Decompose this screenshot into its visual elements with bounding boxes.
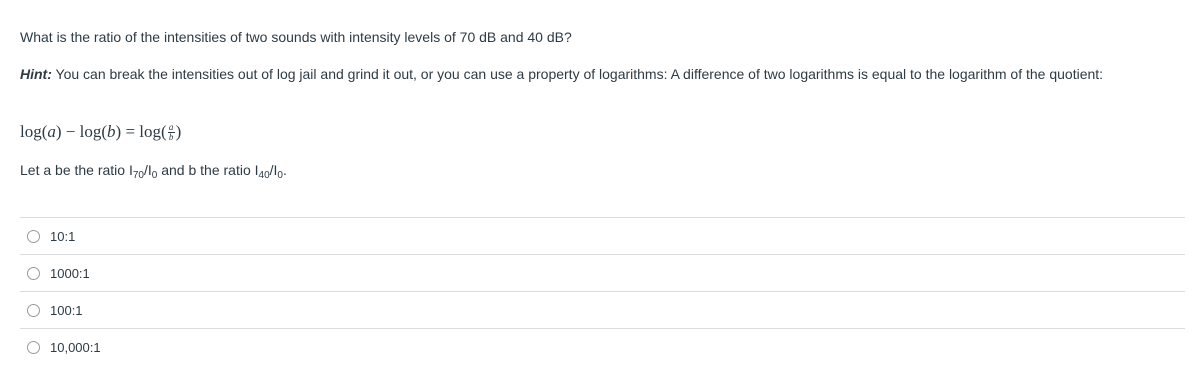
- answer-option[interactable]: [20, 291, 1185, 328]
- hint-text: [20, 63, 1180, 86]
- formula-minus-log: ) − log(: [55, 122, 108, 141]
- answer-list: [20, 217, 1185, 365]
- answer-label: 1000:1: [50, 265, 90, 281]
- radio-button[interactable]: [27, 304, 40, 317]
- fraction-denominator: b: [168, 131, 174, 142]
- ratio-text-2: /I: [143, 162, 152, 178]
- answer-label: 100:1: [50, 302, 83, 318]
- ratio-text-3: and b the ratio I: [157, 162, 259, 178]
- formula-fraction: [168, 123, 175, 142]
- formula-log-a: log(: [20, 122, 48, 141]
- ratio-sub-3: 40: [258, 170, 270, 181]
- ratio-text-5: .: [282, 162, 287, 178]
- ratio-sub-1: 70: [132, 170, 144, 181]
- answer-option[interactable]: [20, 217, 1185, 254]
- formula-equals-log: ) = log(: [115, 122, 167, 141]
- log-formula: [20, 121, 181, 143]
- answer-option[interactable]: [20, 254, 1185, 291]
- radio-button[interactable]: [27, 230, 40, 243]
- question-prompt: What is the ratio of the intensities of two sounds with intensity levels of 70 dB and 40 dB?: [20, 29, 572, 45]
- ratio-sub-2: 0: [151, 170, 158, 181]
- formula-var-a: a: [47, 122, 56, 141]
- radio-button[interactable]: [27, 341, 40, 354]
- ratio-text-1: Let a be the ratio I: [20, 162, 133, 178]
- formula-var-b: b: [107, 122, 116, 141]
- answer-label: 10:1: [50, 228, 76, 244]
- answer-option[interactable]: [20, 328, 1185, 365]
- fraction-numerator: a: [168, 121, 174, 132]
- ratio-sub-4: 0: [277, 170, 283, 181]
- ratio-definition: [20, 160, 287, 180]
- hint-label: Hint:: [20, 66, 52, 82]
- hint-body: You can break the intensities out of log jail and grind it out, or you can use a property of logarithms: A difference of two logarithms is equal to the logarithm of the quotient:: [51, 66, 1104, 82]
- ratio-text-4: /I: [269, 162, 278, 178]
- answer-label: 10,000:1: [50, 339, 101, 355]
- formula-close: ): [175, 122, 182, 141]
- radio-button[interactable]: [27, 267, 40, 280]
